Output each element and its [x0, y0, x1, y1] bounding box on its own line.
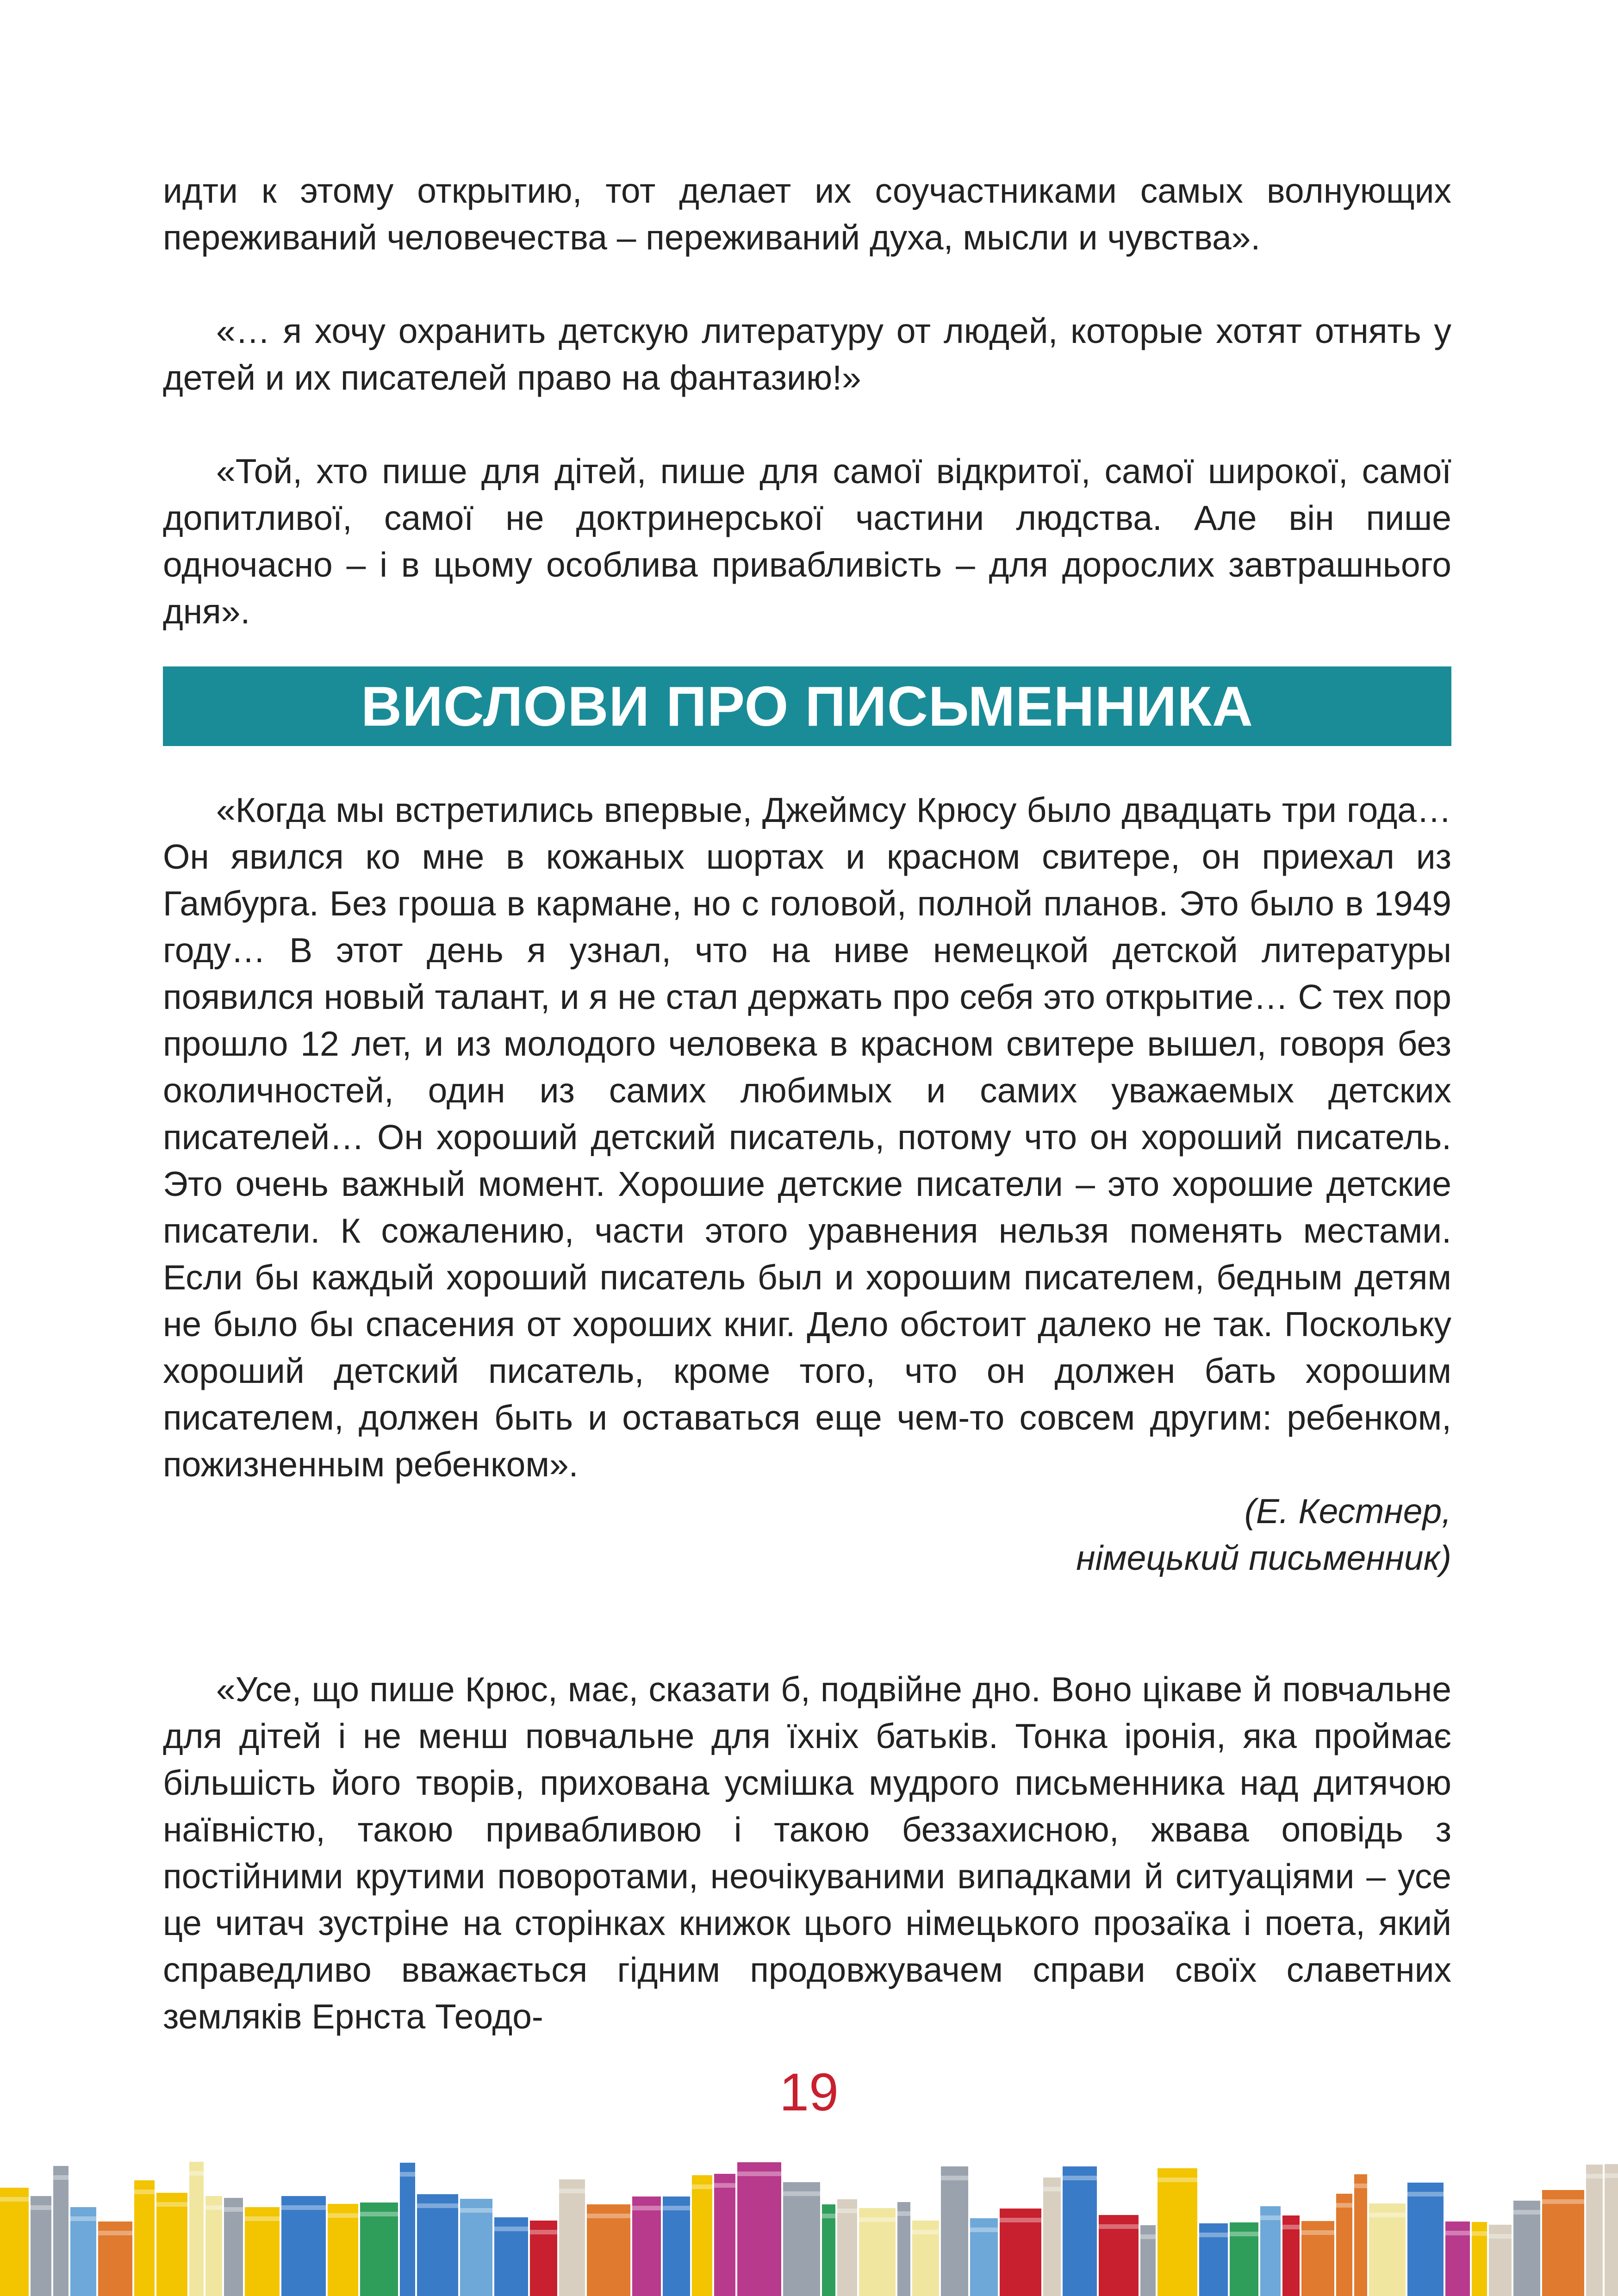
book-spine [1157, 2168, 1197, 2296]
top-text-block [163, 168, 1451, 635]
book-spine [0, 2188, 29, 2296]
book-spine [224, 2198, 243, 2296]
book-spine-band [692, 2184, 712, 2189]
book-spine-band [1586, 2174, 1603, 2178]
book-spine [1542, 2190, 1584, 2296]
page-number: 19 [779, 2063, 839, 2122]
book-spine [692, 2175, 712, 2296]
book-spine [156, 2193, 187, 2296]
book-spine [714, 2174, 735, 2296]
paragraph-continuation: идти к этому открытию, тот делает их соучастниками самых волнующих переживаний человечества – переживаний духа, мысли и чувства». [163, 171, 1451, 257]
book-spine-band [134, 2190, 155, 2194]
book-spine-band [1140, 2234, 1156, 2239]
book-spine [205, 2196, 222, 2296]
book-spine-band [417, 2203, 458, 2208]
book-spine [1043, 2178, 1061, 2296]
book-spine [837, 2199, 857, 2296]
book-spine [1336, 2194, 1352, 2296]
book-spine-band [837, 2209, 857, 2213]
book-spine [663, 2196, 690, 2296]
bookshelf-decoration [0, 2157, 1618, 2296]
book-spine-band [1542, 2199, 1584, 2204]
book-spine-band [587, 2214, 630, 2218]
book-spine-band [156, 2202, 187, 2207]
book-spine-band [912, 2230, 939, 2234]
book-spine [1605, 2164, 1618, 2296]
book-spine-band [98, 2231, 132, 2235]
quote-kruss-text: «Усе, що пише Крюс, має, сказати б, подвійне дно. Воно цікаве й повчальне для дітей і не менш повчальне для їхніх батьків. Тонка іронія, яка проймає більшість його творів, прихована усмішка мудрого письменника над дитячою наївністю, такою привабливою і такою беззахисною, жвава оповідь з постійними крутими поворотами, неочікуваними випадками й ситуаціями – усе це читач зустріне на сторінках книжок цього німецького прозаїка і поета, який справедливо вважається гідним продовжувачем справи своїх славетних земляків Ернста Теодо- [163, 1670, 1451, 2036]
book-spine-band [1301, 2230, 1334, 2235]
book-spine-band [783, 2191, 820, 2196]
book-spine [1586, 2165, 1603, 2296]
book-spine-band [1513, 2210, 1540, 2215]
book-spine [31, 2196, 51, 2296]
quote-kestner-block [163, 787, 1451, 1581]
book-spine [1354, 2174, 1367, 2296]
book-spine [941, 2166, 968, 2296]
book-spine-band [1199, 2233, 1228, 2237]
book-spine-band [1605, 2173, 1618, 2178]
book-spine-band [859, 2217, 896, 2222]
book-spine [897, 2202, 910, 2296]
book-spine [737, 2162, 781, 2296]
book-spine-band [1230, 2232, 1258, 2236]
book-spine-band [328, 2213, 358, 2218]
section-heading: ВИСЛОВИ ПРО ПИСЬМЕННИКА [361, 675, 1253, 738]
quote-kestner-attribution-role: німецький письменник) [1076, 1538, 1451, 1577]
book-spine-band [205, 2205, 222, 2210]
book-spine-band [941, 2176, 968, 2180]
section-heading-bar [163, 666, 1451, 746]
book-spine-band [822, 2214, 835, 2218]
book-spine-band [360, 2212, 398, 2216]
book-spine [1513, 2201, 1540, 2296]
book-spine-band [1336, 2203, 1352, 2208]
book-spine-band [714, 2183, 735, 2188]
book-spine-band [245, 2216, 280, 2221]
book-spine-band [53, 2175, 68, 2180]
book-spine-band [1157, 2178, 1197, 2182]
book-spine-band [1260, 2215, 1281, 2220]
book-spine-band [1407, 2192, 1444, 2196]
book-spine [460, 2199, 492, 2296]
book-spine-band [559, 2189, 585, 2193]
paragraph-quote-children: «Той, хто пише для дітей, пише для самої відкритої, самої широкої, самої допитливої, самої не доктринерської частини людства. Але він пише одночасно – і в цьому особлива привабливість – для дорослих завтрашнього дня». [163, 452, 1451, 631]
book-spine [1063, 2166, 1097, 2296]
book-spine-band [460, 2208, 492, 2213]
book-spine-band [0, 2197, 29, 2202]
book-spine-band [1099, 2224, 1139, 2229]
book-spine-band [1282, 2225, 1300, 2229]
quote-kruss-block [163, 1666, 1451, 2040]
quote-kestner-text: «Когда мы встретились впервые, Джеймсу Крюсу было двадцать три года… Он явился ко мне в кожаных шортах и красном свитере, он приехал из Гамбурга. Без гроша в кармане, но с головой, полной планов. Это было в 1949 году… В этот день я узнал, что на ниве немецкой детской литературы появился новый талант, и я не стал держать про себя это открытие… С тех пор прошло 12 лет, и из молодого человека в красном свитере вышел, говоря без околичностей, один из самих любимых и самих уважаемых детских писателей… Он хороший детский писатель, потому что он хороший писатель. Это очень важный момент. Хорошие детские писатели – это хорошие детские писатели. К сожалению, части этого уравнения нельзя поменять местами. Если бы каждый хороший писатель был и хорошим писателем, бедным детям не было бы спасения от хороших книг. Дело обстоит далеко не так. Поскольку хороший детский писатель, кроме того, что он должен бать хорошим писателем, должен быть и оставаться еще чем-то совсем другим: ребенком, пожизненным ребенком». [163, 790, 1451, 1484]
book-spine-band [1043, 2187, 1061, 2191]
book-spine-band [970, 2228, 998, 2232]
book-spine [189, 2162, 204, 2296]
book-spine-band [737, 2172, 781, 2176]
book-spine-band [70, 2216, 96, 2221]
book-spine [632, 2196, 661, 2296]
book-spine-band [663, 2206, 690, 2210]
book-spine-band [189, 2171, 204, 2176]
book-spine-band [1354, 2184, 1367, 2188]
book-spine [281, 2196, 326, 2296]
book-spine [783, 2182, 820, 2296]
book-spine-band [494, 2227, 528, 2231]
book-spine-band [632, 2206, 661, 2210]
book-spine [53, 2166, 68, 2296]
book-spine-band [1000, 2218, 1041, 2222]
book-spine-band [31, 2205, 51, 2210]
book-spine [400, 2163, 415, 2296]
book-spine-band [1369, 2213, 1406, 2217]
book-spine-band [281, 2205, 326, 2210]
book-spine [417, 2194, 458, 2296]
book-spine-band [1063, 2176, 1097, 2180]
book-spine-band [1472, 2231, 1487, 2236]
book-spine-band [224, 2207, 243, 2212]
book-spine-band [1489, 2234, 1512, 2239]
quote-kestner-attribution-name: (Е. Кестнер, [1244, 1492, 1451, 1531]
book-spine-band [400, 2172, 415, 2177]
book-spine-band [897, 2211, 910, 2216]
book-spine [1407, 2183, 1444, 2296]
book-spine [559, 2179, 585, 2296]
book-spine [360, 2203, 398, 2296]
paragraph-quote-fantasy: «… я хочу охранить детскую литературу от людей, которые хотят отнять у детей и их писателей право на фантазию!» [163, 311, 1451, 397]
book-spine-band [530, 2230, 557, 2234]
book-spine-band [1445, 2231, 1470, 2235]
book-spine [134, 2180, 155, 2296]
